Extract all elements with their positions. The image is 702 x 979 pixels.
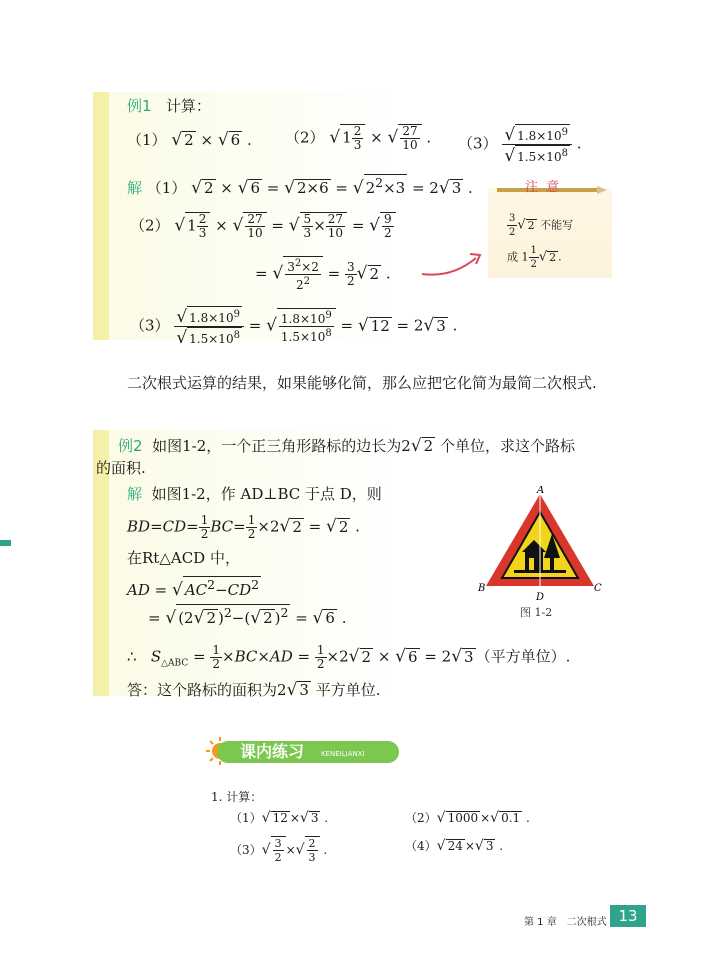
chapter-footer: 第 1 章 二次根式 (524, 917, 607, 928)
vertex-b-label: B (478, 583, 486, 594)
area-unit: （平方单位）. (475, 647, 571, 666)
example2-solution-text: 如图1-2，作 AD⊥BC 于点 D，则 (151, 485, 382, 503)
note-line-2: 成 1 $\frac{1}{2}$ √ 2 . (507, 245, 562, 270)
example2-ad-line: AD = √ $AC^2-CD^2$ (127, 577, 260, 600)
p1-number: （1） (230, 811, 262, 825)
example2-solution-line1 (127, 484, 382, 504)
note-line-1: $\frac{3}{2}$ √ 2 不能写 (509, 213, 574, 238)
example1-solution-2: （2） √ 1 $\frac{2}{3}$ × √ $\frac{27}{10}$ = √ $\frac{5}{3}$ × $\frac{27}{10}$ = √ $\frac{9}{2}$ (130, 212, 396, 240)
example2-solution-label: 解 (127, 485, 143, 503)
example2-bd-line: BD=CD= $\frac{1}{2}$ BC= $\frac{1}{2}$ ×2√ 2 = √ 2 . (127, 513, 360, 541)
example2-text-before: 如图1-2，一个正三角形路标的边长为 (152, 437, 402, 455)
example2-answer: 答：这个路标的面积为2√ 3 平方单位. (127, 680, 381, 700)
note-line1-text: 不能写 (540, 218, 574, 232)
practice-q4: （4）√ 24 ×√ 3 . (405, 838, 504, 854)
vertex-a-label: A (537, 486, 545, 496)
example1-solution-3: （3） $\frac{√ 1.8\times 10^9}{√ 1.5\times 10^8}$ = √ $\frac{1.8\times 10^9}{1.5\times 10^8}$ = √ 12 = 2√ 3 . (130, 307, 458, 348)
example1-question-1: （1） √ 2 × √ 6 . (127, 130, 252, 150)
example2-header: 例2 如图1-2，一个正三角形路标的边长为2√ 2 个单位，求这个路标 (118, 436, 575, 456)
example2-rt-line: 在Rt△ACD 中， (127, 549, 240, 567)
example1-question-2: （2） √ 1 $\frac{2}{3}$ × √ $\frac{27}{10}$ . (285, 124, 432, 152)
example2-area-line: ∴ $S_{\triangle ABC}$ = $\frac{1}{2}$ ×BC×AD = $\frac{1}{2}$ ×2√ 2 × √ 6 = 2√ 3 （平方单位）. (127, 643, 571, 671)
arrow-icon (418, 248, 486, 282)
margin-marker (0, 540, 11, 546)
rule-text: 二次根式运算的结果，如果能够化简，那么应把它化简为最简二次根式. (127, 374, 597, 392)
note-title: 注 意 (525, 180, 562, 195)
example1-label: 例1 (127, 97, 152, 115)
triangle-sign-figure (478, 486, 602, 606)
example2-line2: 的面积. (96, 459, 146, 477)
vertex-d-label: D (536, 592, 545, 603)
s3-number: （3） (130, 316, 170, 335)
q1-number: （1） (127, 131, 167, 149)
p2-number: （2） (405, 811, 437, 825)
vertex-c-label: C (594, 583, 602, 594)
example2-text-after: 个单位，求这个路标 (439, 437, 575, 455)
answer-prefix: 答：这个路标的面积为 (127, 681, 278, 699)
practice-q1: （1）√ 12 ×√ 3 . (230, 810, 329, 826)
pencil-tip-icon (597, 186, 607, 194)
example1-solution-1: 解 （1） √ 2 × √ 6 = √ 2×6 = √ $2^2\times 3 = 2√$ 3 . (127, 175, 473, 198)
practice-item-label: 1. 计算： (211, 790, 263, 804)
q2-number: （2） (285, 128, 325, 147)
p3-number: （3） (230, 843, 262, 857)
p4-number: （4） (405, 839, 437, 853)
example2-label: 例2 (118, 437, 143, 455)
example1-sidebar (93, 92, 109, 340)
note-line2-prefix: 成 (507, 250, 518, 264)
example1-task: 计算： (165, 97, 211, 115)
s1-number: （1） (146, 179, 187, 197)
example1-header (127, 96, 211, 116)
s2-number: （2） (130, 216, 170, 235)
page-number: 13 (610, 905, 646, 927)
practice-subtitle: KENEILIANXI (321, 750, 365, 758)
therefore-symbol: ∴ (127, 647, 137, 666)
example1-question-3: （3） $\frac{√ 1.8\times 10^9}{√ 1.5\times 10^8}$ . (458, 125, 582, 166)
solution-label: 解 (127, 179, 143, 197)
answer-suffix: 平方单位. (315, 681, 381, 699)
example1-solution-2b: = √ $\frac{3^2\times 2}{2^2}$ = $\frac{3}{2}$ √ 2 . (255, 258, 391, 292)
example2-ad-line2: = √ (2√ 2 )$^2$−(√ 2 )$^2$ = √ 6 . (148, 605, 347, 628)
practice-q3: （3）√ $\frac{3}{2}$ ×√ $\frac{2}{3}$ . (230, 837, 328, 864)
figure-caption: 图 1-2 (520, 606, 553, 619)
q3-number: （3） (458, 134, 498, 153)
practice-q2: （2）√ 1000 ×√ 0.1 . (405, 810, 530, 826)
practice-title: 课内练习 (240, 742, 305, 761)
